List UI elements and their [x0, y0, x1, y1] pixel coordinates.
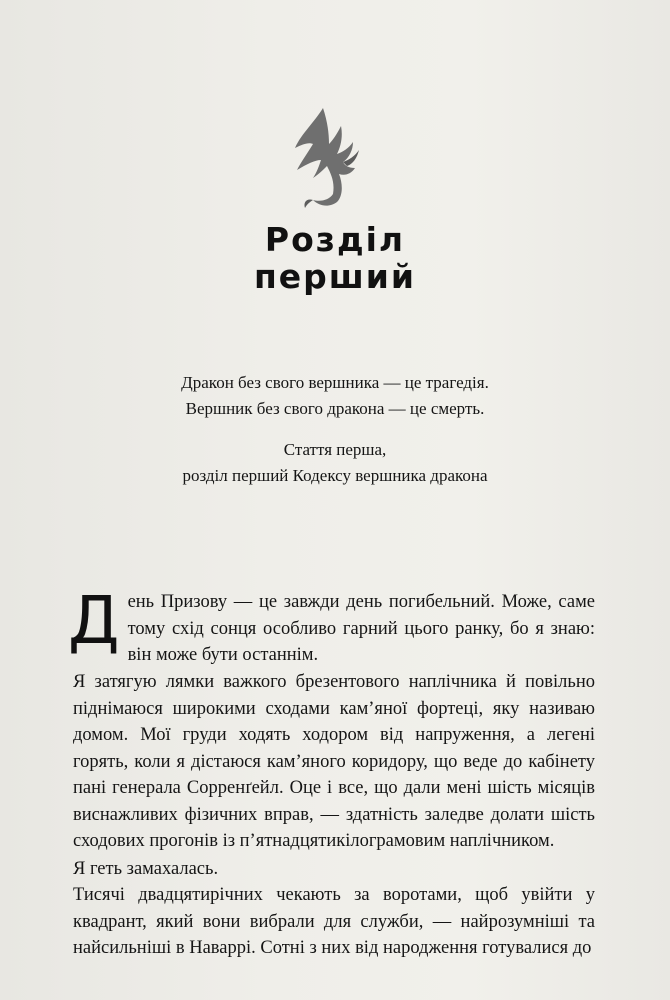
dragon-icon	[283, 104, 367, 214]
paragraph-4	[73, 882, 595, 962]
epigraph-line1: Дракон без свого вершника — це трагедія.	[181, 373, 489, 392]
paragraph-2-text: Я затягую лямки важкого брезентового наплічника й повільно піднімаюся широкими сходами кам’яної фортеці, яку називаю домом. Мої груди ходять ходором від напруження, а легені горять, коли я дістаюся кам’яного коридору, що веде до кабінету пані генерала Сорренґейл. Оце і все, що дали мені шість місяців виснажливих фізичних вправ, — здатність заледве долати шість сходових прогонів із п’ятнадцятикілограмовим наплічником.	[73, 672, 595, 851]
paragraph-1-text: ень Призову — це завжди день погибельний. Може, саме тому схід сонця особливо гарний цього ранку, бо я знаю: він може бути останнім.	[127, 592, 595, 665]
paragraph-4-text: Тисячі двадцятирічних чекають за воротами, щоб увійти у квадрант, який вони вибрали для служби, — найрозумніші та найсильніші в Наваррі. Сотні з них від народження готувалися до	[73, 885, 595, 958]
epigraph-source-line2: розділ перший Кодексу вершника дракона	[182, 466, 488, 485]
paragraph-3-text: Я геть замахалась.	[73, 859, 219, 879]
drop-cap: Д	[68, 582, 120, 659]
paragraph-1	[68, 582, 595, 669]
epigraph-source-line1: Стаття перша,	[283, 440, 387, 459]
paragraph-3	[73, 856, 595, 883]
paragraph-2	[73, 669, 595, 855]
chapter-title-line2: перший	[253, 257, 417, 296]
chapter-title-line1: Розділ	[264, 220, 406, 259]
epigraph-line2: Вершник без свого дракона — це смерть.	[185, 399, 485, 418]
